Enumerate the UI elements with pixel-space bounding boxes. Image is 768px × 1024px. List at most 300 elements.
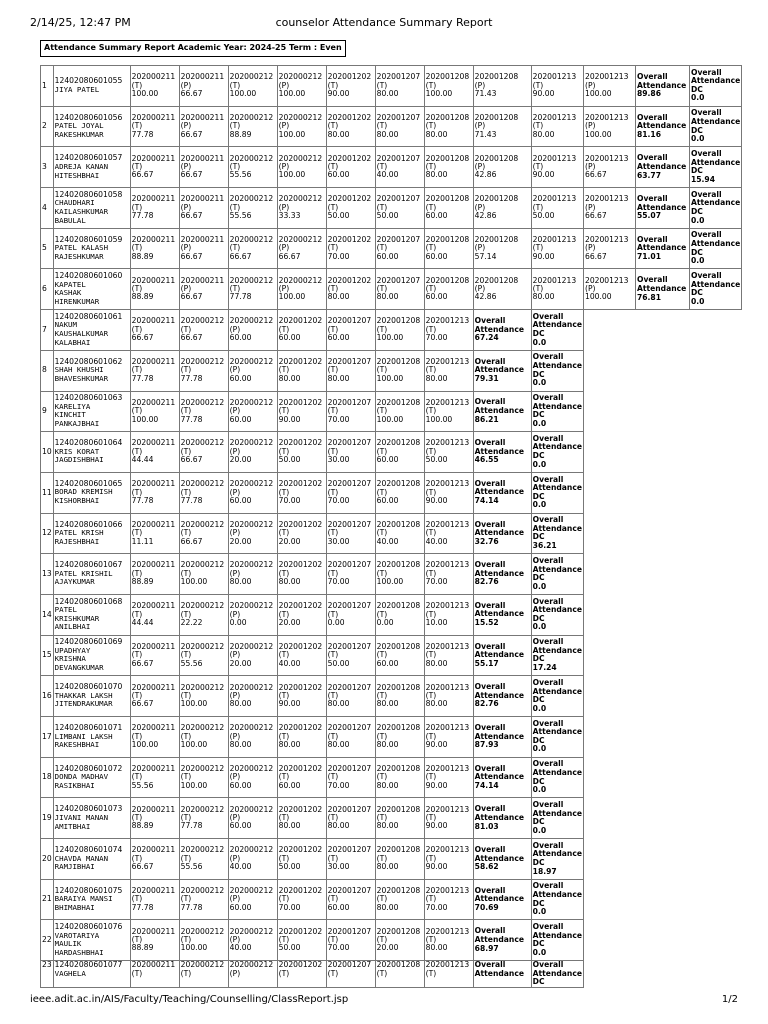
empty-cell	[689, 554, 741, 595]
subject-attendance-cell	[228, 472, 277, 513]
attendance-percent: 66.67	[180, 170, 203, 180]
student-name-line: KASHAK	[54, 288, 82, 298]
attendance-percent: 100.00	[180, 740, 208, 750]
subject-attendance-cell	[228, 920, 277, 961]
attendance-percent: 66.67	[180, 251, 203, 261]
print-datetime: 2/14/25, 12:47 PM	[30, 16, 131, 29]
empty-cell	[635, 920, 689, 961]
overall-attendance-dc-cell	[531, 961, 583, 988]
overall-attendance-dc-cell	[531, 798, 583, 839]
subject-attendance-cell	[179, 676, 228, 717]
student-cell	[53, 554, 130, 595]
subject-code: 202001208	[425, 72, 470, 82]
overall-attendance-dc-value: 15.94	[690, 174, 716, 184]
session-type: (T)	[278, 853, 290, 863]
session-type: (T)	[376, 80, 388, 90]
attendance-percent: 80.00	[425, 170, 448, 180]
subject-attendance-cell	[277, 554, 326, 595]
overall-attendance-dc-value: 0.0	[532, 337, 547, 347]
attendance-percent: 20.00	[376, 943, 399, 953]
session-type: (P)	[584, 284, 596, 294]
subject-attendance-cell	[277, 106, 326, 147]
overall-attendance-dc-value: 0.0	[690, 93, 705, 103]
subject-code: 202000211	[131, 275, 176, 285]
overall-attendance-dc-label: Overall Attendance DC	[532, 759, 582, 786]
subject-code: 202001208	[376, 885, 421, 895]
session-type: (T)	[131, 528, 143, 538]
subject-attendance-cell	[179, 513, 228, 554]
subject-attendance-cell	[130, 147, 179, 188]
attendance-percent: 60.00	[229, 373, 252, 383]
subject-code: 202001202	[327, 194, 372, 204]
subject-code: 202000212	[180, 682, 225, 692]
subject-attendance-cell	[277, 147, 326, 188]
subject-code: 202001202	[278, 960, 323, 970]
attendance-percent: 66.67	[229, 251, 252, 261]
session-type: (T)	[131, 365, 143, 375]
session-type: (T)	[327, 894, 339, 904]
attendance-percent: 100.00	[376, 414, 404, 424]
enrollment-number: 12402080601056	[54, 112, 123, 122]
session-type: (T)	[278, 772, 290, 782]
subject-attendance-cell	[424, 757, 473, 798]
subject-code: 202000211	[131, 641, 176, 651]
subject-code: 202000212	[180, 479, 225, 489]
subject-attendance-cell	[326, 188, 375, 229]
attendance-percent: 80.00	[278, 373, 301, 383]
session-type: (P)	[229, 406, 241, 416]
overall-attendance-value: 82.76	[474, 577, 499, 587]
row-number: 12	[41, 513, 54, 554]
subject-code: 202001202	[327, 112, 372, 122]
subject-attendance-cell	[326, 269, 375, 310]
session-type: (T)	[532, 243, 544, 253]
subject-attendance-cell	[179, 310, 228, 351]
subject-code: 202000211	[131, 316, 176, 326]
overall-attendance-dc-value: 36.21	[532, 541, 557, 550]
session-type: (P)	[278, 162, 290, 172]
overall-attendance-dc-cell	[531, 594, 583, 635]
overall-attendance-value: 81.03	[474, 821, 499, 831]
overall-attendance-label: Overall Attendance	[474, 600, 524, 619]
attendance-percent: 20.00	[229, 536, 252, 546]
attendance-percent: 66.67	[180, 292, 203, 302]
session-type: (T)	[376, 365, 388, 375]
empty-cell	[689, 798, 741, 839]
overall-attendance-value: 63.77	[636, 170, 662, 180]
session-type: (T)	[376, 853, 388, 863]
subject-attendance-cell	[531, 228, 583, 269]
student-name-line: CHAVDA MANAN	[54, 853, 109, 863]
attendance-percent: 80.00	[376, 862, 399, 872]
subject-code: 202000211	[131, 601, 176, 611]
overall-attendance-label: Overall Attendance	[474, 804, 524, 822]
session-type: (T)	[278, 894, 290, 904]
overall-attendance-dc-label: Overall Attendance DC	[532, 311, 582, 338]
session-type: (P)	[229, 528, 241, 538]
session-type: (P)	[229, 853, 241, 863]
empty-cell	[689, 472, 741, 513]
student-name-line: RAJESHKUMAR	[54, 251, 104, 261]
subject-code: 202000212	[278, 72, 323, 82]
attendance-percent: 60.00	[229, 414, 252, 424]
subject-code: 202001213	[425, 723, 470, 733]
overall-attendance-label: Overall Attendance	[474, 960, 524, 978]
row-number: 1	[41, 66, 54, 107]
attendance-percent: 80.00	[376, 89, 399, 99]
student-name-line: RAKESHKUMAR	[54, 129, 104, 139]
subject-code: 202000212	[229, 682, 274, 692]
subject-code: 202001202	[278, 641, 323, 651]
student-name-line: UPADHYAY	[54, 645, 91, 655]
enrollment-number: 12402080601058	[54, 189, 123, 199]
subject-attendance-cell	[424, 66, 473, 107]
subject-attendance-cell	[179, 798, 228, 839]
session-type: (T)	[425, 894, 437, 904]
overall-attendance-label: Overall Attendance	[474, 845, 524, 863]
overall-attendance-label: Overall Attendance	[474, 316, 524, 334]
attendance-percent: 57.14	[474, 251, 497, 261]
student-cell	[53, 676, 130, 717]
subject-attendance-cell	[179, 594, 228, 635]
subject-attendance-cell	[179, 147, 228, 188]
session-type: (T)	[425, 162, 437, 172]
overall-attendance-dc-cell	[531, 432, 583, 473]
attendance-percent: 50.00	[425, 455, 448, 465]
session-type: (P)	[278, 121, 290, 131]
attendance-percent: 55.56	[229, 211, 252, 221]
attendance-percent: 60.00	[229, 780, 252, 790]
overall-attendance-dc-label: Overall Attendance DC	[532, 596, 582, 623]
session-type: (T)	[376, 487, 388, 497]
attendance-percent: 88.89	[131, 577, 154, 587]
subject-attendance-cell	[583, 228, 635, 269]
subject-code: 202000211	[131, 234, 176, 244]
overall-attendance-dc-value: 17.24	[532, 663, 557, 673]
report-title: Attendance Summary Report Academic Year: 2024-25 Term : Even	[40, 40, 346, 57]
subject-attendance-cell	[179, 961, 228, 988]
overall-attendance-label: Overall Attendance	[474, 356, 524, 375]
student-cell	[53, 106, 130, 147]
student-name-line: HIRENKUMAR	[54, 296, 100, 306]
subject-attendance-cell	[277, 188, 326, 229]
session-type: (T)	[180, 446, 192, 456]
subject-attendance-cell	[326, 513, 375, 554]
attendance-percent: 30.00	[327, 455, 350, 465]
attendance-percent: 88.89	[229, 129, 252, 139]
subject-code: 202001208	[376, 926, 421, 936]
subject-attendance-cell	[228, 839, 277, 880]
enrollment-number: 12402080601071	[54, 722, 123, 732]
enrollment-number: 12402080601055	[54, 76, 123, 86]
overall-attendance-dc-label: Overall Attendance DC	[532, 922, 582, 949]
attendance-percent: 100.00	[425, 414, 453, 424]
overall-attendance-value: 67.24	[474, 333, 499, 343]
overall-attendance-dc-value: 0.0	[532, 459, 547, 469]
subject-attendance-cell	[326, 961, 375, 988]
subject-attendance-cell	[326, 717, 375, 758]
subject-code: 202001213	[584, 72, 629, 82]
subject-attendance-cell	[424, 594, 473, 635]
session-type: (T)	[376, 690, 388, 700]
session-type: (T)	[532, 162, 544, 172]
row-number: 10	[41, 432, 54, 473]
page-url: ieee.adit.ac.in/AIS/Faculty/Teaching/Counselling/ClassReport.jsp	[30, 994, 349, 1005]
session-type: (P)	[584, 162, 596, 172]
subject-attendance-cell	[531, 66, 583, 107]
overall-attendance-label: Overall Attendance	[474, 682, 524, 700]
subject-code: 202001202	[278, 763, 323, 773]
subject-code: 202001208	[376, 641, 421, 651]
empty-cell	[689, 594, 741, 635]
subject-attendance-cell	[473, 228, 531, 269]
student-name-line: ADREJA KANAN	[54, 161, 109, 171]
session-type: (T)	[327, 650, 339, 660]
empty-cell	[635, 676, 689, 717]
subject-attendance-cell	[424, 920, 473, 961]
attendance-percent: 55.56	[180, 862, 203, 872]
session-type: (T)	[180, 935, 192, 945]
subject-code: 202001213	[425, 641, 470, 651]
session-type: (T)	[180, 813, 192, 823]
student-name-line: THAKKAR LAKSH	[54, 690, 113, 700]
session-type: (T)	[425, 772, 437, 782]
attendance-percent: 30.00	[327, 862, 350, 872]
attendance-percent: 66.67	[584, 251, 607, 261]
subject-code: 202001213	[425, 601, 470, 611]
subject-code: 202001207	[327, 316, 372, 326]
attendance-percent: 80.00	[327, 740, 350, 750]
session-type: (T)	[131, 609, 143, 619]
subject-code: 202000211	[180, 72, 225, 82]
overall-attendance-label: Overall Attendance	[636, 153, 687, 171]
session-type: (T)	[327, 406, 339, 416]
student-row	[41, 920, 742, 961]
attendance-percent: 80.00	[376, 821, 399, 831]
overall-attendance-dc-cell	[531, 676, 583, 717]
subject-code: 202000212	[180, 885, 225, 895]
subject-code: 202001207	[327, 397, 372, 407]
subject-code: 202000212	[229, 885, 274, 895]
attendance-percent: 60.00	[229, 902, 252, 912]
subject-code: 202000211	[131, 397, 176, 407]
session-type: (T)	[376, 813, 388, 823]
subject-attendance-cell	[424, 147, 473, 188]
session-type: (T)	[376, 894, 388, 904]
student-cell	[53, 879, 130, 920]
attendance-percent: 42.86	[474, 170, 497, 180]
subject-code: 202000212	[180, 397, 225, 407]
overall-attendance-cell	[473, 472, 531, 513]
empty-cell	[635, 717, 689, 758]
empty-cell	[635, 513, 689, 554]
subject-code: 202000212	[229, 519, 274, 529]
attendance-percent: 80.00	[425, 658, 448, 668]
subject-attendance-cell	[375, 839, 424, 880]
session-type: (P)	[474, 80, 486, 90]
empty-cell	[635, 798, 689, 839]
subject-attendance-cell	[228, 188, 277, 229]
row-number: 15	[41, 635, 54, 676]
subject-code: 202001213	[584, 112, 629, 122]
attendance-percent: 100.00	[376, 577, 404, 587]
student-row	[41, 798, 742, 839]
attendance-percent: 100.00	[180, 780, 208, 790]
overall-attendance-dc-value: 0.0	[532, 622, 547, 632]
enrollment-number: 12402080601077	[54, 960, 123, 970]
subject-code: 202001208	[474, 72, 519, 82]
overall-attendance-label: Overall Attendance	[474, 397, 524, 416]
empty-cell	[689, 350, 741, 391]
session-type: (T)	[131, 202, 143, 212]
attendance-percent: 60.00	[376, 455, 399, 465]
attendance-percent: 55.56	[229, 170, 252, 180]
subject-code: 202000211	[131, 560, 176, 570]
session-type: (T)	[180, 568, 192, 578]
subject-code: 202000212	[180, 357, 225, 367]
subject-attendance-cell	[375, 106, 424, 147]
session-type: (P)	[278, 202, 290, 212]
overall-attendance-dc-value: 0.0	[532, 825, 547, 835]
subject-code: 202000212	[278, 234, 323, 244]
subject-attendance-cell	[424, 961, 473, 988]
student-name-line: ANILBHAI	[54, 622, 91, 632]
session-type: (T)	[376, 528, 388, 538]
session-type: (T)	[376, 324, 388, 334]
session-type: (P)	[180, 121, 192, 131]
subject-attendance-cell	[424, 188, 473, 229]
subject-code: 202001207	[327, 357, 372, 367]
subject-attendance-cell	[375, 920, 424, 961]
session-type: (T)	[327, 690, 339, 700]
overall-attendance-cell	[635, 188, 689, 229]
overall-attendance-dc-cell	[531, 513, 583, 554]
overall-attendance-value: 46.55	[474, 455, 499, 465]
subject-code: 202001208	[376, 682, 421, 692]
session-type: (T)	[278, 324, 290, 334]
subject-code: 202001208	[474, 194, 519, 204]
subject-attendance-cell	[179, 472, 228, 513]
student-row	[41, 839, 742, 880]
subject-attendance-cell	[179, 839, 228, 880]
attendance-percent: 100.00	[278, 292, 306, 302]
attendance-percent: 80.00	[327, 821, 350, 831]
subject-code: 202000212	[229, 153, 274, 163]
subject-code: 202000211	[131, 960, 176, 970]
overall-attendance-value: 87.93	[474, 740, 499, 750]
student-row	[41, 350, 742, 391]
attendance-percent: 33.33	[278, 211, 301, 221]
subject-code: 202001208	[376, 438, 421, 448]
subject-attendance-cell	[130, 188, 179, 229]
subject-attendance-cell	[179, 635, 228, 676]
student-row	[41, 676, 742, 717]
subject-attendance-cell	[130, 717, 179, 758]
enrollment-number: 12402080601073	[54, 804, 123, 814]
row-number: 8	[41, 350, 54, 391]
session-type: (T)	[532, 284, 544, 294]
subject-attendance-cell	[424, 432, 473, 473]
session-type: (T)	[229, 284, 241, 294]
attendance-percent: 60.00	[278, 780, 301, 790]
session-type: (T)	[180, 609, 192, 619]
subject-attendance-cell	[326, 554, 375, 595]
subject-attendance-cell	[277, 961, 326, 988]
subject-attendance-cell	[326, 432, 375, 473]
attendance-percent: 88.89	[131, 821, 154, 831]
session-type: (T)	[278, 650, 290, 660]
attendance-percent: 42.86	[474, 211, 497, 221]
session-type: (T)	[131, 446, 143, 456]
subject-attendance-cell	[326, 879, 375, 920]
subject-attendance-cell	[179, 66, 228, 107]
student-row	[41, 635, 742, 676]
attendance-percent: 60.00	[229, 495, 252, 505]
subject-attendance-cell	[179, 228, 228, 269]
overall-attendance-label: Overall Attendance	[474, 438, 524, 456]
subject-code: 202001208	[376, 960, 421, 970]
empty-cell	[583, 676, 635, 717]
attendance-percent: 100.00	[180, 577, 208, 587]
session-type: (P)	[229, 446, 241, 456]
attendance-percent: 66.67	[131, 333, 154, 343]
student-name-line: KINCHIT	[54, 410, 86, 420]
row-number: 23	[41, 961, 54, 988]
student-name-line: KAPATEL	[54, 279, 86, 289]
empty-cell	[689, 920, 741, 961]
subject-code: 202000212	[180, 960, 225, 970]
subject-attendance-cell	[277, 310, 326, 351]
subject-code: 202001208	[474, 234, 519, 244]
overall-attendance-dc-value: 0.0	[532, 947, 547, 957]
overall-attendance-cell	[473, 554, 531, 595]
attendance-percent: 100.00	[584, 129, 612, 139]
session-type: (T)	[425, 121, 437, 131]
session-type: (T)	[376, 568, 388, 578]
subject-attendance-cell	[130, 513, 179, 554]
overall-attendance-dc-label: Overall Attendance DC	[690, 230, 741, 257]
session-type: (T)	[131, 650, 143, 660]
attendance-percent: 40.00	[376, 170, 399, 180]
attendance-percent: 77.78	[131, 495, 154, 505]
overall-attendance-cell	[473, 717, 531, 758]
overall-attendance-label: Overall Attendance	[636, 275, 687, 293]
attendance-percent: 60.00	[425, 251, 448, 261]
overall-attendance-dc-cell	[531, 839, 583, 880]
subject-attendance-cell	[179, 188, 228, 229]
student-name-line: JIVANI MANAN	[54, 812, 109, 822]
subject-code: 202000212	[278, 275, 323, 285]
row-number: 22	[41, 920, 54, 961]
subject-attendance-cell	[179, 920, 228, 961]
attendance-percent: 20.00	[278, 536, 301, 546]
attendance-percent: 90.00	[425, 495, 448, 505]
subject-attendance-cell	[130, 310, 179, 351]
row-number: 18	[41, 757, 54, 798]
subject-attendance-cell	[473, 147, 531, 188]
overall-attendance-dc-value: 0.0	[532, 785, 547, 795]
subject-attendance-cell	[326, 757, 375, 798]
subject-code: 202001202	[327, 275, 372, 285]
subject-code: 202000211	[131, 885, 176, 895]
subject-attendance-cell	[326, 472, 375, 513]
subject-code: 202001213	[584, 275, 629, 285]
attendance-percent: 60.00	[425, 211, 448, 221]
subject-attendance-cell	[179, 350, 228, 391]
overall-attendance-cell	[473, 391, 531, 432]
attendance-percent: 40.00	[229, 943, 252, 953]
attendance-percent: 100.00	[376, 373, 404, 383]
